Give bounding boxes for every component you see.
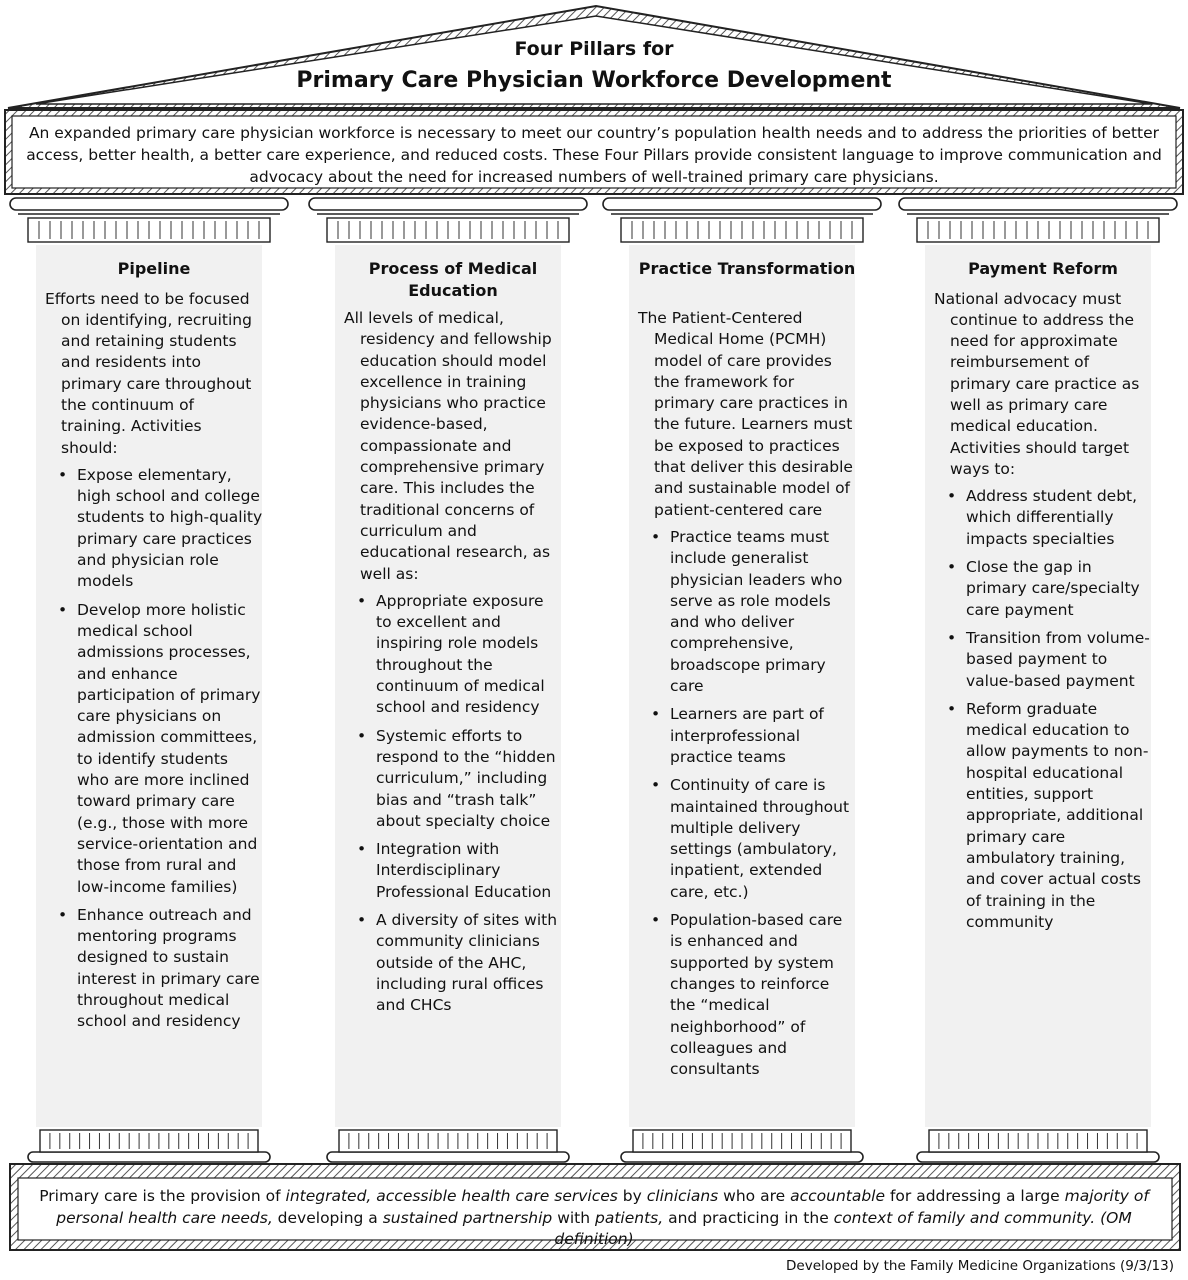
pillar-intro-text: National advocacy must continue to address the need for approximate reimbursement of primary care practice as well as primary care medical education. Activities should target ways to:	[934, 289, 1140, 478]
pillar-capital	[603, 198, 881, 214]
bullet-text: Practice teams must include generalist physician leaders who serve as role models and who deliver comprehensive, broadscope primary care	[670, 527, 843, 696]
pillar-base-fluting	[339, 1130, 557, 1152]
bullet-item: • Address student debt, which differentially impacts specialties	[947, 487, 1138, 548]
definition-segment: sustained partnership	[382, 1208, 553, 1227]
definition-segment: accountable	[790, 1187, 886, 1205]
pillar-base-fluting	[40, 1130, 258, 1152]
intro-text: An expanded primary care physician workforce is necessary to meet our country’s population health needs and to address the priorities of better access, better health, a better care experience, and reduced costs. These Four Pillars provide consistent language to improve communication and advocacy about the need for increased numbers of well-trained primary care physicians.	[26, 124, 1162, 186]
pillar-base	[917, 1152, 1159, 1162]
definition-segment: patients,	[595, 1208, 664, 1227]
definition-segment: who are	[718, 1187, 791, 1205]
bullet-item: • Close the gap in primary care/specialty care payment	[947, 558, 1140, 619]
bullet-item: • Integration with Interdisciplinary Professional Education	[357, 840, 552, 901]
pillar-base	[621, 1152, 863, 1162]
definition-segment: integrated, accessible health care services	[285, 1187, 618, 1205]
definition-segment: for addressing a large	[885, 1187, 1065, 1205]
pillar-intro-text: Efforts need to be focused on identifying, recruiting and retaining students and residents into primary care throughout the continuum of training. Activities should:	[45, 289, 252, 457]
bullet-item: • Develop more holistic medical school admissions processes, and enhance participation of primary care physicians on admission committees, to identify students who are more inclined toward primary care (e.g., those with more service-orientation and those from rural and low-income families)	[58, 600, 261, 896]
primary-care-definition	[26, 1186, 1162, 1251]
credit-line: Developed by the Family Medicine Organizations (9/3/13)	[786, 1258, 1174, 1274]
bullet-item: • Systemic efforts to respond to the “hidden curriculum,” including bias and “trash talk” about specialty choice	[357, 726, 556, 830]
pillar-process-of-medical-education	[344, 258, 562, 1024]
pillar-pipeline	[45, 258, 263, 1040]
pillar-bullet-list	[934, 486, 1152, 933]
pillar-title: Pipeline	[117, 259, 191, 278]
pillar-capital	[10, 198, 288, 214]
definition-segment: context of family and community. (OM definition)	[554, 1208, 1132, 1248]
pillar-bullet-list	[45, 465, 263, 1033]
bullet-text: Expose elementary, high school and college students to high-quality primary care practices and physician role models	[77, 465, 263, 591]
bullet-text: Enhance outreach and mentoring programs designed to sustain interest in primary care throughout medical school and residency	[77, 905, 260, 1031]
bullet-item: • Learners are part of interprofessional practice teams	[651, 705, 824, 766]
definition-segment: clinicians	[646, 1187, 719, 1205]
pillar-intro-text: All levels of medical, residency and fellowship education should model excellence in training physicians who practice evidence-based, compassionate and comprehensive primary care. This includes the traditional concerns of curriculum and educational research, as well as:	[344, 309, 552, 583]
pillar-capital-fluting	[621, 218, 863, 242]
bullet-item: • Continuity of care is maintained throughout multiple delivery settings (ambulatory, inpatient, extended care, etc.)	[651, 776, 850, 901]
pillar-base-fluting	[633, 1130, 851, 1152]
pillar-capital	[309, 198, 587, 214]
pillar-title: Practice Transformation	[638, 259, 856, 278]
bullet-text: A diversity of sites with community clinicians outside of the AHC, including rural offices and CHCs	[376, 911, 558, 1015]
pillar-base	[327, 1152, 569, 1162]
bullet-text: Integration with Interdisciplinary Professional Education	[376, 840, 552, 901]
definition-segment: with	[552, 1208, 596, 1227]
bullet-text: Reform graduate medical education to allow payments to non-hospital educational entities, support appropriate, additional primary care ambulatory training, and cover actual costs of training in the community	[966, 699, 1149, 931]
bullet-item: • Practice teams must include generalist physician leaders who serve as role models and who deliver comprehensive, broadscope primary care	[651, 527, 843, 696]
pillar-title: Payment Reform	[968, 259, 1118, 278]
bullet-item: • Enhance outreach and mentoring programs designed to sustain interest in primary care throughout medical school and residency	[58, 905, 260, 1031]
bullet-item: • Appropriate exposure to excellent and inspiring role models throughout the continuum of medical school and residency	[357, 591, 545, 717]
definition-segment: Primary care is the provision of	[39, 1187, 286, 1205]
pillar-base-fluting	[929, 1130, 1147, 1152]
pillar-intro-text: The Patient-Centered Medical Home (PCMH) model of care provides the framework for primary care practices in the future. Learners must be exposed to practices that deliver this desirable and sustainable model of patient-centered care	[638, 309, 853, 519]
bullet-item: • Transition from volume-based payment to value-based payment	[947, 628, 1150, 690]
definition-segment: developing a	[272, 1208, 383, 1227]
definition-segment: majority of personal health care needs,	[56, 1187, 1149, 1227]
pillar-capital-fluting	[917, 218, 1159, 242]
pillar-capital-fluting	[327, 218, 569, 242]
bullet-text: Population-based care is enhanced and supported by system changes to reinforce the “medical neighborhood” of colleagues and consultants	[670, 911, 843, 1079]
bullet-item: • Population-based care is enhanced and supported by system changes to reinforce the “medical neighborhood” of colleagues and consultants	[651, 911, 843, 1079]
diagram-title-line1: Four Pillars for	[514, 38, 674, 60]
bullet-text: Appropriate exposure to excellent and inspiring role models throughout the continuum of medical school and residency	[376, 591, 545, 717]
bullet-text: Systemic efforts to respond to the “hidden curriculum,” including bias and “trash talk” about specialty choice	[376, 726, 556, 830]
pillar-practice-transformation	[638, 258, 856, 1087]
pillar-capital	[899, 198, 1177, 214]
definition-segment: by	[617, 1187, 647, 1205]
definition-segment: and practicing in the	[663, 1208, 834, 1227]
pillar-bullet-list	[344, 591, 562, 1017]
bullet-text: Continuity of care is maintained throughout multiple delivery settings (ambulatory, inpatient, extended care, etc.)	[670, 776, 850, 901]
bullet-text: Learners are part of interprofessional practice teams	[670, 705, 824, 766]
pillar-capital-fluting	[28, 218, 270, 242]
bullet-item: • Expose elementary, high school and college students to high-quality primary care practices and physician role models	[58, 465, 263, 591]
pillar-payment-reform	[934, 258, 1152, 940]
diagram-title-line2: Primary Care Physician Workforce Development	[296, 68, 892, 93]
bullet-text: Close the gap in primary care/specialty care payment	[966, 558, 1140, 619]
bullet-item: • A diversity of sites with community clinicians outside of the AHC, including rural offices and CHCs	[357, 911, 558, 1015]
bullet-item: • Reform graduate medical education to allow payments to non-hospital educational entities, support appropriate, additional primary care ambulatory training, and cover actual costs of training in the community	[947, 699, 1149, 931]
bullet-text: Develop more holistic medical school admissions processes, and enhance participation of primary care physicians on admission committees, to identify students who are more inclined toward primary care (e.g., those with more service-orientation and those from rural and low-income families)	[77, 600, 261, 896]
pillar-base	[28, 1152, 270, 1162]
bullet-text: Transition from volume-based payment to value-based payment	[966, 628, 1150, 690]
pillar-bullet-list	[638, 527, 856, 1080]
bullet-text: Address student debt, which differentially impacts specialties	[966, 487, 1138, 548]
pillar-title: Process of Medical Education	[368, 259, 538, 300]
